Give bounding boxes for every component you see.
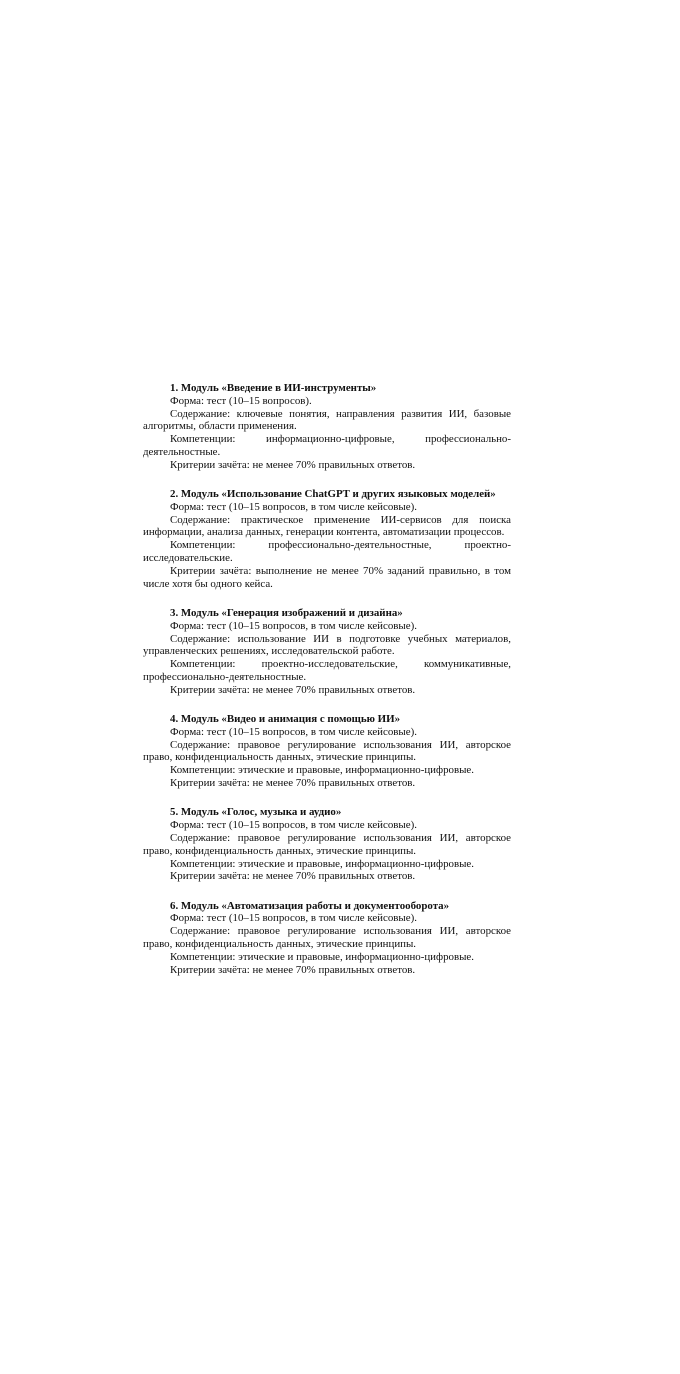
module-5: [143, 806, 511, 883]
module-title: 2. Модуль «Использование ChatGPT и других языковых моделей»: [170, 488, 496, 501]
module-criteria: Критерии зачёта: не менее 70% правильных ответов.: [170, 963, 416, 976]
module-content: Содержание: практическое применение ИИ-сервисов для поиска информации, анализа данных, генерации контента, автоматизации процессов.: [143, 513, 511, 539]
module-title: 6. Модуль «Автоматизация работы и документооборота»: [170, 899, 450, 912]
module-content: Содержание: правовое регулирование использования ИИ, авторское право, конфиденциальность данных, этические принципы.: [143, 925, 511, 950]
module-form: Форма: тест (10–15 вопросов).: [170, 394, 312, 407]
module-form: Форма: тест (10–15 вопросов, в том числе кейсовые).: [170, 819, 417, 832]
module-1: [143, 382, 511, 472]
module-competencies: Компетенции: этические и правовые, информационно-цифровые.: [170, 857, 474, 870]
module-form: Форма: тест (10–15 вопросов, в том числе кейсовые).: [170, 500, 417, 513]
module-form: Форма: тест (10–15 вопросов, в том числе кейсовые).: [170, 912, 417, 925]
module-criteria: Критерии зачёта: не менее 70% правильных ответов.: [170, 870, 416, 883]
module-3: [143, 607, 511, 697]
module-competencies: Компетенции: проектно-исследовательские, коммуникативные, профессионально-деятельностные.: [143, 658, 511, 683]
module-content: Содержание: использование ИИ в подготовке учебных материалов, управленческих решениях, исследовательской работе.: [143, 632, 511, 658]
module-competencies: Компетенции: этические и правовые, информационно-цифровые.: [170, 764, 474, 777]
module-title: 4. Модуль «Видео и анимация с помощью ИИ»: [170, 713, 401, 726]
document-page: [143, 382, 511, 993]
module-title: 3. Модуль «Генерация изображений и дизайна»: [170, 606, 403, 619]
module-criteria: Критерии зачёта: не менее 70% правильных ответов.: [170, 458, 416, 471]
module-criteria: Критерии зачёта: выполнение не менее 70% заданий правильно, в том числе хотя бы одного кейса.: [143, 564, 511, 590]
module-title: 5. Модуль «Голос, музыка и аудио»: [170, 806, 342, 819]
module-competencies: Компетенции: информационно-цифровые, профессионально-деятельностные.: [143, 433, 511, 458]
module-content: Содержание: правовое регулирование использования ИИ, авторское право, конфиденциальность данных, этические принципы.: [143, 831, 511, 857]
module-content: Содержание: правовое регулирование использования ИИ, авторское право, конфиденциальность данных, этические принципы.: [143, 738, 511, 764]
module-form: Форма: тест (10–15 вопросов, в том числе кейсовые).: [170, 619, 417, 632]
module-6: [143, 900, 511, 977]
module-criteria: Критерии зачёта: не менее 70% правильных ответов.: [170, 683, 416, 696]
module-competencies: Компетенции: профессионально-деятельностные, проектно-исследовательские.: [143, 539, 511, 565]
module-content: Содержание: ключевые понятия, направления развития ИИ, базовые алгоритмы, области применения.: [143, 407, 511, 433]
module-4: [143, 713, 511, 790]
module-criteria: Критерии зачёта: не менее 70% правильных ответов.: [170, 777, 416, 790]
module-form: Форма: тест (10–15 вопросов, в том числе кейсовые).: [170, 725, 417, 738]
module-competencies: Компетенции: этические и правовые, информационно-цифровые.: [170, 950, 474, 963]
module-title: 1. Модуль «Введение в ИИ-инструменты»: [170, 382, 377, 394]
module-2: [143, 488, 511, 590]
